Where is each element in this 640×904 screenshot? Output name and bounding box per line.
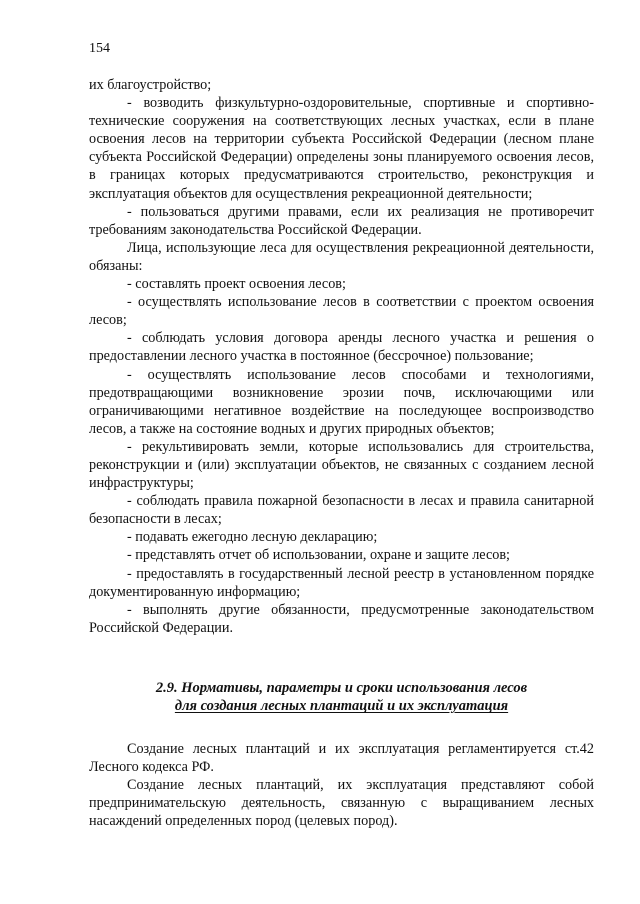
paragraph: - подавать ежегодно лесную декларацию; [127, 529, 378, 546]
paragraph: - предоставлять в государственный лесной реестр в установленном порядке документированную информацию; [89, 565, 594, 600]
paragraph: - выполнять другие обязанности, предусмотренные законодательством Российской Федерации. [89, 601, 594, 636]
paragraph: - пользоваться другими правами, если их реализация не противоречит требованиям законодательства Российской Федерации. [89, 203, 594, 238]
body-text-before [89, 76, 594, 637]
paragraph: Создание лесных плантаций, их эксплуатация представляют собой предпринимательскую деятельность, связанную с выращиванием лесных насаждений определенных пород (целевых пород). [89, 777, 594, 830]
paragraph: - соблюдать условия договора аренды лесного участка и решения о предоставлении лесного участка в постоянное (бессрочное) пользование; [89, 330, 594, 365]
document-page [89, 40, 594, 830]
paragraph: - рекультивировать земли, которые использовались для строительства, реконструкции и (или) эксплуатации объектов, не связанных с созданием лесной инфраструктуры; [89, 438, 594, 492]
paragraph: Лица, использующие леса для осуществления рекреационной деятельности, обязаны: [89, 239, 594, 274]
paragraph: - возводить физкультурно-оздоровительные, спортивные и спортивно-технические сооружения на соответствующих лесных участках, если в плане освоения лесов на территории субъекта Российской Федерации (лесном плане субъекта Российской Федерации) определены зоны планируемого освоения лесов, в границах которых предусматриваются строительство, реконструкция и эксплуатация объектов для осуществления рекреационной деятельности; [89, 95, 594, 202]
section-heading [89, 679, 594, 716]
paragraph: - осуществлять использование лесов в соответствии с проектом освоения лесов; [89, 294, 594, 329]
paragraph: - представлять отчет об использовании, охране и защите лесов; [127, 547, 510, 564]
section-title-line2: для создания лесных плантаций и их эксплуатация [174, 698, 509, 715]
section-spacer [89, 637, 594, 679]
paragraph: Создание лесных плантаций и их эксплуатация регламентируется ст.42 Лесного кодекса РФ. [89, 740, 594, 775]
paragraph: - составлять проект освоения лесов; [127, 276, 346, 293]
section-title-line1: 2.9. Нормативы, параметры и сроки использования лесов [155, 679, 528, 696]
body-text-after [89, 740, 594, 830]
paragraph: - осуществлять использование лесов способами и технологиями, предотвращающими возникновение эрозии почв, исключающими или ограничивающими негативное воздействие на последующее воспроизводство лесов, а также на состояние водных и других природных объектов; [89, 366, 594, 437]
paragraph: - соблюдать правила пожарной безопасности в лесах и правила санитарной безопасности в лесах; [89, 493, 594, 528]
paragraph: их благоустройство; [89, 77, 212, 93]
page-number: 154 [89, 41, 110, 56]
section-spacer [89, 716, 594, 740]
